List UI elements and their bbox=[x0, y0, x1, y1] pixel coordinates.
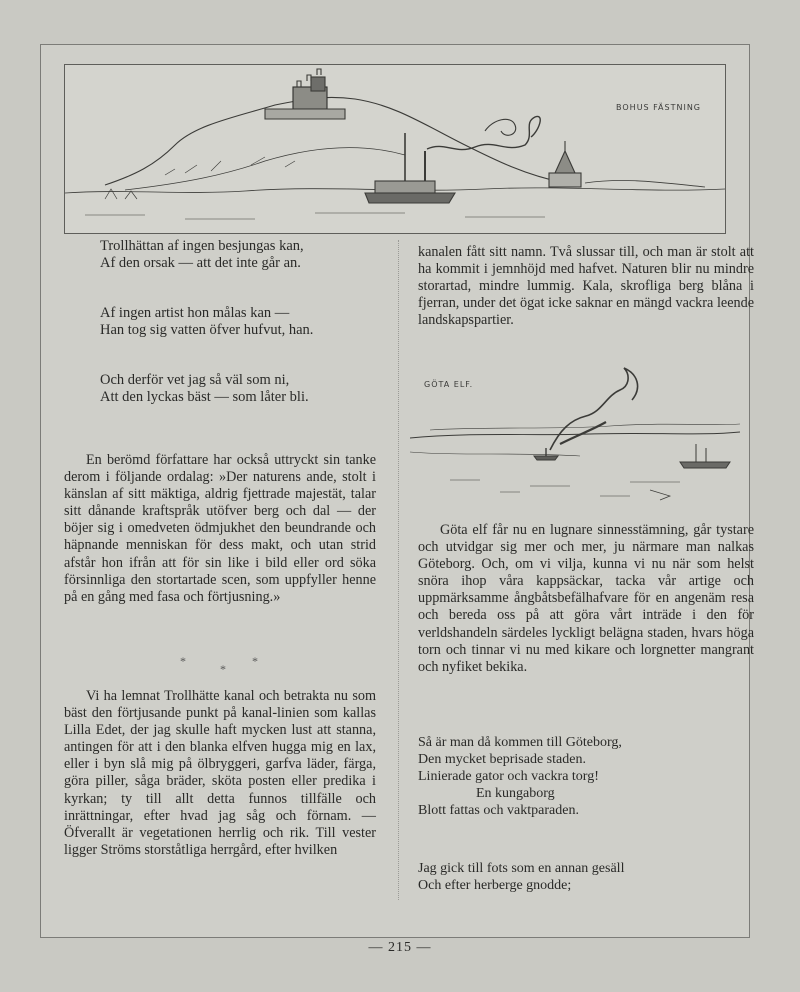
verse-line: Att den lyckas bäst — som låter bli. bbox=[100, 389, 309, 405]
paragraph-kanalen: kanalen fått sitt namn. Två slussar till, och man är stolt att ha kommit i jemnhöjd med hafvet. Naturen blir nu mindre storartad, mindre lummig. Kala, skrofliga berg blåna i fjerran, under det ögat icke saknar en mängd vackra leende landskapspartier. bbox=[418, 244, 754, 329]
paragraph-lilla-edet: Vi ha lemnat Trollhätte kanal och betrakta nu som bäst den förtjusande punkt på kanal-linien som kallas Lilla Edet, der jag skulle haft mycken lust att stanna, antingen för att i den blanka elfven hugga mig en lax, eller i byn slå mig på ölbryggeri, garfva läder, färga, göra piller, såga bräder, sköta posten eller predika i kyrkan; ty till allt detta funnos tillfälle och inrättningar, efter hvad jag såg och förnam. — Öfverallt är vegetationen herrlig och rik. Till vester ligger Ströms storståtliga herrgård, efter hvilken bbox=[64, 688, 376, 858]
verse-line: Den mycket beprisade staden. bbox=[418, 752, 586, 767]
verse-line: Blott fattas och vaktparaden. bbox=[418, 803, 579, 818]
right-paragraph-2-block bbox=[418, 522, 754, 676]
paragraph-gota-elf: Göta elf får nu en lugnare sinnesstämning, går tystare och utvidgar sig mer och mer, ju närmare man nalkas Göteborg. Och, om vi vilja, kunna vi nu när som helst snöra ihop våra kappsäckar, tacka vår artige och uppmärksamme ångbåtsbefälhafvare för en angenäm resa och bereda oss på att göra vårt inträde i den för verldshandeln särdeles lyckligt belägna staden, hvars höga torn och tinnar vi nu med kikare och lorgnetter mangrant och nyfiket bekika. bbox=[418, 522, 754, 675]
page-number: — 215 — bbox=[368, 940, 432, 955]
section-separator bbox=[180, 654, 270, 678]
stanza-1 bbox=[100, 238, 378, 272]
verse-line: Af den orsak — att det inte går an. bbox=[100, 255, 301, 271]
gota-elf-illustration bbox=[410, 360, 740, 508]
verse-line: Jag gick till fots som en annan gesäll bbox=[418, 861, 625, 876]
stanza-2 bbox=[100, 305, 378, 339]
left-paragraph-2-block bbox=[64, 688, 376, 859]
left-column bbox=[100, 238, 378, 437]
stanza-3 bbox=[100, 372, 378, 406]
right-paragraph-1-block bbox=[418, 244, 754, 329]
verse-line: Så är man då kommen till Göteborg, bbox=[418, 735, 622, 750]
verse-line: Linierade gator och vackra torg! bbox=[418, 769, 599, 784]
verse-goteborg bbox=[418, 734, 754, 819]
verse-line: Trollhättan af ingen besjungas kan, bbox=[100, 238, 304, 254]
gota-elf-sketch-label: GÖTA ELF. bbox=[424, 380, 474, 389]
asterisk: * bbox=[252, 654, 258, 668]
asterisk: * bbox=[220, 662, 226, 676]
verse-line: Och derför vet jag så väl som ni, bbox=[100, 372, 290, 388]
asterisk: * bbox=[180, 654, 186, 668]
verse-line: Han tog sig vatten öfver hufvut, han. bbox=[100, 322, 314, 338]
bohus-sketch bbox=[65, 65, 725, 233]
bohus-fortress-illustration bbox=[64, 64, 726, 234]
verse-line: Af ingen artist hon målas kan — bbox=[100, 305, 290, 321]
column-divider bbox=[398, 240, 399, 900]
left-paragraph-1-block bbox=[64, 452, 376, 606]
bohus-sketch-label: BOHUS FÄSTNING bbox=[616, 103, 701, 112]
verse-line: Och efter herberge gnodde; bbox=[418, 878, 572, 893]
verse-gesall bbox=[418, 860, 754, 894]
paragraph-quote: En berömd författare har också uttryckt sin tanke derom i följande ordalag: »Der naturens ande, stolt i känslan af sitt mäktiga, aldrig fjettrade majestät, talar sitt dånande kraftspråk utöfver berg och dal — der böjer sig i omedveten ödmjukhet den beundrande och häpnande menniskan för dess makt, och utan strid afstår hon ifrån att för sin like i bild eller ord söka försinnliga den stortartade scen, som uppfyller henne på en gång med fasa och förtjusning.» bbox=[64, 452, 376, 605]
verse-line: En kungaborg bbox=[476, 786, 555, 801]
